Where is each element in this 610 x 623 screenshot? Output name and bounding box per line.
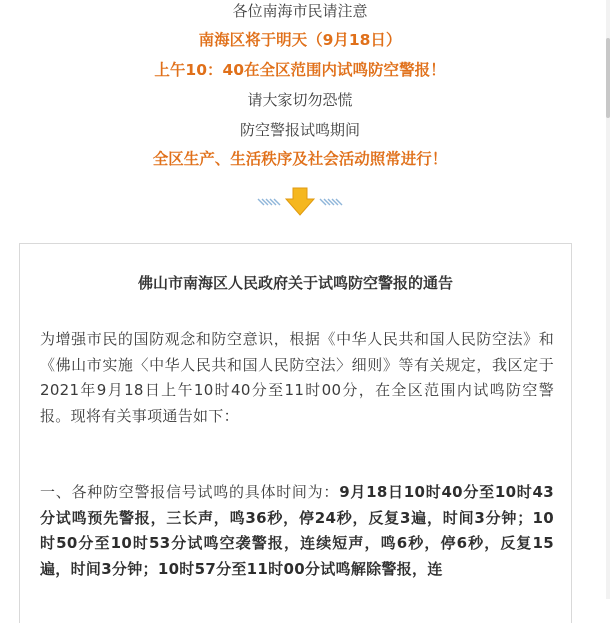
notice-line-3: 上午10：40在全区范围内试鸣防空警报！: [154, 61, 446, 79]
notice-line-4: 请大家切勿恐慌: [247, 91, 353, 109]
item1-lead: 一、各种防空警报信号试鸣的具体时间为：: [40, 483, 340, 501]
notice-line-2: 南海区将于明天（9月18日）: [198, 31, 402, 49]
down-arrow-icon: [252, 187, 348, 217]
scrollbar[interactable]: [606, 0, 610, 599]
card-intro-paragraph: 为增强市民的国防观念和防空意识，根据《中华人民共和国人民防空法》和《佛山市实施〈中华人民共和国人民防空法〉细则》等有关规定，我区定于2021年9月18日上午10时40分至11时00分，在全区范围内试鸣防空警报。现将有关事项通告如下：: [40, 330, 554, 425]
card-item-1: [40, 480, 554, 582]
card-title: 佛山市南海区人民政府关于试鸣防空警报的通告: [137, 274, 453, 292]
notice-line-1: 各位南海市民请注意: [232, 2, 368, 20]
item1-schedule: 9月18日10时40分至10时43分试鸣预先警报，三长声，鸣36秒，停24秒，反复3遍，时间3分钟；10时50分至10时53分试鸣空袭警报，连续短声，鸣6秒，停6秒，反复15遍，时间3分钟；10时57分至11时00分试鸣解除警报，连: [40, 483, 554, 578]
notice-line-5: 防空警报试鸣期间: [239, 121, 360, 139]
notice-line-6: 全区生产、生活秩序及社会活动照常进行！: [152, 150, 448, 168]
scrollbar-thumb[interactable]: [606, 38, 610, 118]
notice-card: [19, 243, 572, 623]
